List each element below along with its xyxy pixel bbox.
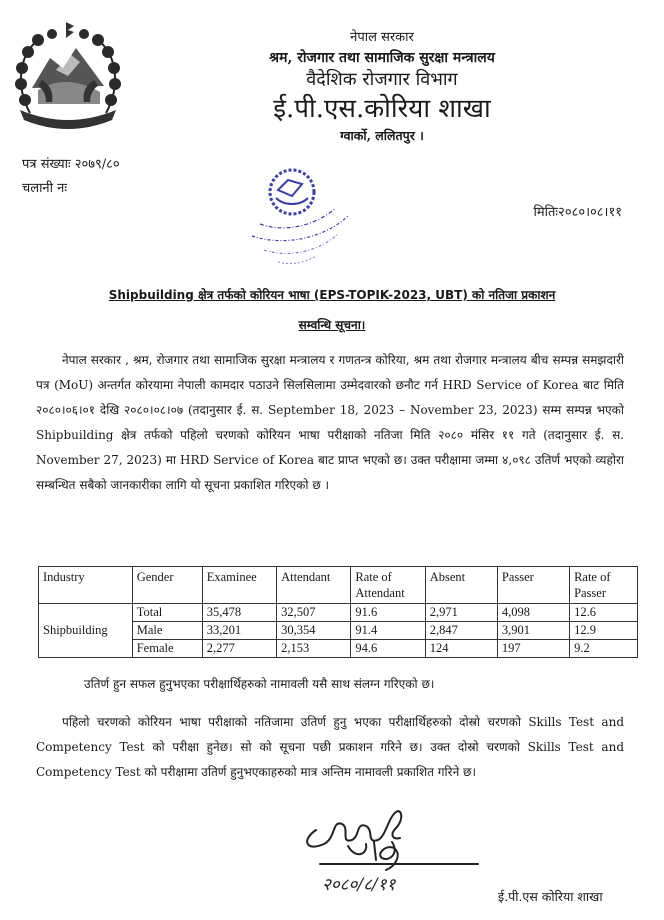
government-name: नेपाल सरकार: [350, 30, 414, 45]
handwritten-signature: [296, 808, 496, 874]
gender-cell: Total: [132, 604, 202, 622]
subject-line-1: Shipbuilding क्षेत्र तर्फको कोरियन भाषा (EPS-TOPIK-2023, UBT) को नतिजा प्रकाशन: [108, 288, 556, 302]
header-attendant: Attendant: [277, 567, 351, 604]
notice-subject: [30, 280, 634, 340]
signatory-office: ई.पी.एस कोरिया शाखा: [498, 889, 603, 904]
letterhead: [140, 28, 624, 146]
rate-attendant-cell: 91.4: [351, 622, 425, 640]
rate-passer-cell: 12.9: [570, 622, 638, 640]
office-address: ग्वार्को, ललितपुर ।: [340, 128, 424, 143]
attendant-cell: 30,354: [277, 622, 351, 640]
gender-cell: Male: [132, 622, 202, 640]
letter-number: पत्र संख्याः २०७९/८०: [22, 157, 120, 172]
header-gender: Gender: [132, 567, 202, 604]
gender-cell: Female: [132, 640, 202, 658]
table-row: [39, 604, 638, 622]
department-name: वैदेशिक रोजगार विभाग: [306, 69, 458, 90]
industry-cell: Shipbuilding: [39, 604, 133, 658]
attendant-cell: 2,153: [277, 640, 351, 658]
examinee-cell: 33,201: [202, 622, 276, 640]
rate-attendant-cell: 91.6: [351, 604, 425, 622]
ministry-name: श्रम, रोजगार तथा सामाजिक सुरक्षा मन्त्रालय: [269, 50, 495, 66]
header-passer: Passer: [497, 567, 569, 604]
body-paragraph-1: नेपाल सरकार , श्रम, रोजगार तथा सामाजिक सुरक्षा मन्त्रालय र गणतन्त्र कोरिया, श्रम तथा रोजगार मन्त्रालय बीच सम्पन्न समझदारी पत्र (MoU) अन्तर्गत कोरयामा नेपाली कामदार पठाउने सिलसिलामा उम्मेदवारको छनौट गर्न HRD Service of Korea बाट मिति २०८०।०६।०१ देखि २०८०।०८।०७ (तदानुसार ई. स. September 18, 2023 – November 23, 2023) सम्म सम्पन्न भएको Shipbuilding क्षेत्र तर्फको पहिलो चरणको कोरियन भाषा परीक्षाको नतिजा मिति २०८० मंसिर ११ गते (तदानुसार ई. स. November 27, 2023) मा HRD Service of Korea बाट प्राप्त भएको छ। उक्त परीक्षामा जम्मा ४,०९८ उतिर्ण भएको व्यहोरा सम्बन्धित सबैको जानकारीका लागि यो सूचना प्रकाशित गरिएको छ ।: [36, 353, 624, 492]
examinee-cell: 35,478: [202, 604, 276, 622]
table-header-row: [39, 567, 638, 604]
letter-date: मितिः२०८०।०८।११: [533, 205, 622, 220]
header-industry: Industry: [39, 567, 133, 604]
header-absent: Absent: [425, 567, 497, 604]
rate-passer-cell: 12.6: [570, 604, 638, 622]
attendant-cell: 32,507: [277, 604, 351, 622]
nepal-government-emblem-icon: [8, 18, 128, 136]
passer-cell: 197: [497, 640, 569, 658]
branch-name: ई.पी.एस.कोरिया शाखा: [273, 94, 491, 124]
handwritten-signature-date: २०८०/८/११: [322, 875, 396, 895]
passer-cell: 3,901: [497, 622, 569, 640]
office-stamp-icon: [232, 162, 366, 270]
results-table: [38, 566, 638, 658]
rate-attendant-cell: 94.6: [351, 640, 425, 658]
absent-cell: 124: [425, 640, 497, 658]
absent-cell: 2,847: [425, 622, 497, 640]
absent-cell: 2,971: [425, 604, 497, 622]
passer-cell: 4,098: [497, 604, 569, 622]
examinee-cell: 2,277: [202, 640, 276, 658]
header-rate-of-passer: Rate of Passer: [570, 567, 638, 604]
subject-line-2: सम्वन्धि सूचना।: [298, 318, 366, 332]
body-paragraph-3: पहिलो चरणको कोरियन भाषा परीक्षाको नतिजामा उतिर्ण हुनु भएका परीक्षार्थिहरुको दोस्रो चरणको Skills Test and Competency Test को परीक्षा हुनेछ। सो को सूचना पछी प्रकाशन गरिने छ। उक्त दोस्रो चरणको Skills Test and Competency Test को परीक्षामा उतिर्ण हुनुभएकाहरुको मात्र अन्तिम नामावली प्रकाशित गरिने छ।: [36, 715, 624, 779]
body-paragraph-2: उतिर्ण हुन सफल हुनुभएका परीक्षार्थिहरुको नामावली यसै साथ संलग्न गरिएको छ।: [84, 677, 435, 691]
rate-passer-cell: 9.2: [570, 640, 638, 658]
dispatch-number: चलानी नः: [22, 181, 67, 196]
header-rate-of-attendant: Rate of Attendant: [351, 567, 425, 604]
header-examinee: Examinee: [202, 567, 276, 604]
